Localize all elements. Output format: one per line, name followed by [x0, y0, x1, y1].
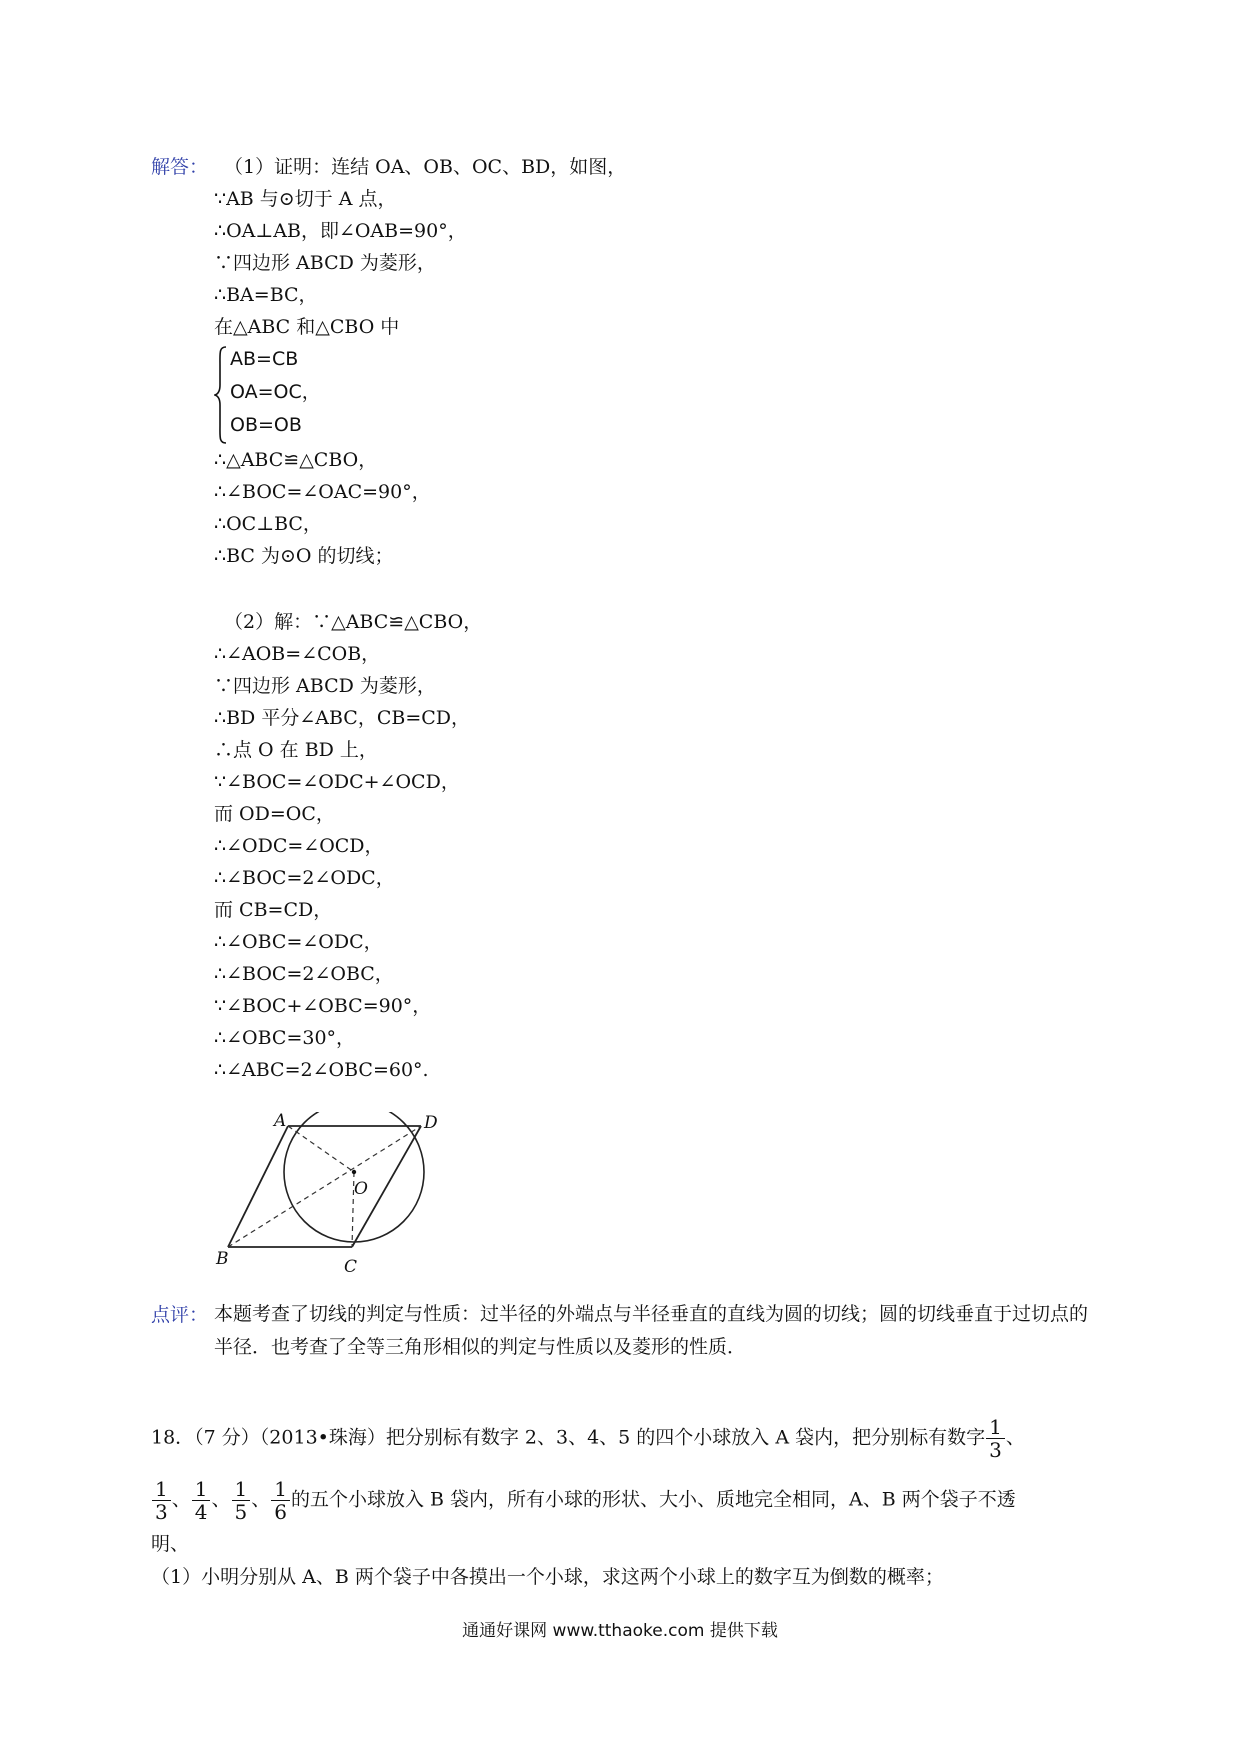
fraction: $\frac{1}{5}$ [232, 1478, 251, 1523]
separator: 、 [171, 1488, 191, 1511]
proof-line: ∴OC⊥BC， [214, 513, 322, 535]
proof-line: ∴BC 为⊙O 的切线； [214, 545, 394, 567]
proof-line: ∵四边形 ABCD 为菱形， [214, 252, 436, 274]
proof-line: ∵四边形 ABCD 为菱形， [214, 675, 436, 697]
segment-OA [288, 1126, 354, 1172]
label-C: C [344, 1257, 358, 1277]
proof-line: ∵AB 与⊙切于 A 点， [214, 188, 397, 210]
part2-lead: （2）解：∵△ABC≌△CBO， [224, 611, 483, 633]
proof-line: ∴∠AOB=∠COB， [214, 643, 381, 665]
question-18-line3: 明、 [151, 1533, 190, 1555]
proof-line: 而 OD=OC， [214, 803, 335, 825]
solution-label: 解答： [151, 156, 209, 178]
question-18-text: 18．（7 分）（2013•珠海）把分别标有数字 2、3、4、5 的四个小球放入 A 袋内，把分别标有数字 [151, 1426, 986, 1449]
part1-lead: （1）证明：连结 OA、OB、OC、BD，如图， [224, 156, 627, 178]
proof-line: 在△ABC 和△CBO 中 [214, 316, 400, 338]
proof-line: ∴∠ABC=2∠OBC=60°. [214, 1059, 429, 1081]
segment-BD [228, 1126, 421, 1247]
separator: 、 [211, 1488, 231, 1511]
separator: 、 [1005, 1426, 1025, 1449]
proof-line: ∵∠BOC=∠ODC+∠OCD， [214, 771, 460, 793]
proof-line: ∴∠BOC=2∠ODC， [214, 867, 395, 889]
proof-line: 而 CB=CD， [214, 899, 333, 921]
fraction: $\frac{1}{6}$ [271, 1478, 290, 1523]
label-D: D [424, 1113, 438, 1133]
proof-line: ∴BA=BC， [214, 284, 318, 306]
proof-line: ∵∠BOC+∠OBC=90°， [214, 995, 432, 1017]
proof-line: ∴△ABC≌△CBO， [214, 449, 378, 471]
proof-line: ∴∠ODC=∠OCD， [214, 835, 384, 857]
label-B: B [216, 1249, 229, 1269]
rhombus-circle-figure [214, 1112, 464, 1294]
question-18-line2 [151, 1478, 1016, 1523]
system-equation: OB=OB [230, 414, 302, 436]
proof-line: ∴∠OBC=30°， [214, 1027, 356, 1049]
question-18-text: 的五个小球放入 B 袋内，所有小球的形状、大小、质地完全相同，A、B 两个袋子不透 [290, 1488, 1016, 1511]
left-brace-icon [214, 345, 228, 445]
fraction: $\frac{1}{4}$ [192, 1478, 211, 1523]
system-equation: AB=CB [230, 348, 299, 370]
center-point [352, 1170, 356, 1174]
question-18-part1: （1）小明分别从 A、B 两个袋子中各摸出一个小球，求这两个小球上的数字互为倒数的概率； [151, 1566, 944, 1588]
label-A: A [274, 1112, 287, 1131]
page-footer: 通通好课网 www.tthaoke.com 提供下载 [462, 1621, 778, 1641]
fraction: $\frac{1}{3}$ [986, 1416, 1005, 1461]
fraction: $\frac{1}{3}$ [152, 1478, 171, 1523]
proof-line: ∴∠BOC=2∠OBC， [214, 963, 394, 985]
label-O: O [354, 1179, 368, 1199]
comment-label: 点评： [151, 1304, 209, 1326]
proof-line: ∴点 O 在 BD 上， [214, 739, 378, 761]
proof-line: ∴OA⊥AB，即∠OAB=90°， [214, 220, 467, 242]
proof-line: ∴∠OBC=∠ODC， [214, 931, 383, 953]
comment-text: 本题考查了切线的判定与性质：过半径的外端点与半径垂直的直线为圆的切线；圆的切线垂直于过切点的半径．也考查了全等三角形相似的判定与性质以及菱形的性质． [214, 1303, 1089, 1358]
separator: 、 [251, 1488, 271, 1511]
question-18-line1 [151, 1416, 1025, 1461]
proof-line: ∴BD 平分∠ABC，CB=CD， [214, 707, 471, 729]
system-equation: OA=OC， [230, 381, 321, 403]
proof-line: ∴∠BOC=∠OAC=90°， [214, 481, 431, 503]
segment-AB [228, 1126, 288, 1247]
